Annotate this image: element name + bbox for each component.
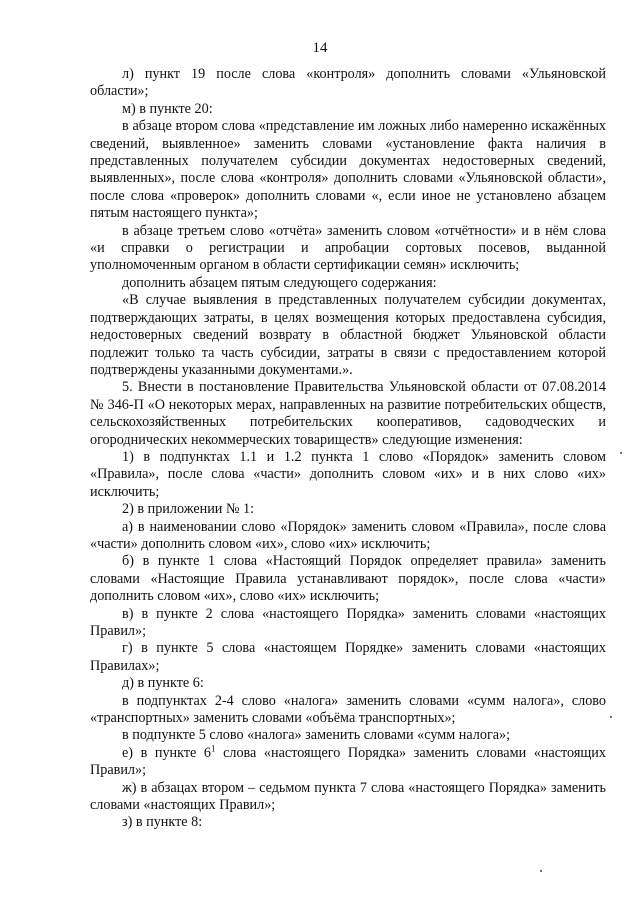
- paragraph-d-sub-2-4: в подпунктах 2-4 слово «налога» заменить словами «сумм налога», слово «транспортных» заменить словами «объёма транспортных»;: [90, 692, 606, 727]
- paragraph-g: г) в пункте 5 слова «настоящем Порядке» заменить словами «настоящих Правилах»;: [90, 640, 606, 674]
- paragraph-quote: «В случае выявления в представленных получателем субсидии документах, подтверждающих затраты, в целях возмещения которых предоставлена субсидия, недостоверных сведений возврату в областной бюджет Ульяновской области подлежит только та часть субсидии, затраты в связи с предоставлением которой подтверждены указанными документами.».: [90, 292, 606, 378]
- paragraph-m-third: в абзаце третьем слово «отчёта» заменить словом «отчётности» и в нём слова «и справки о регистрации и апробации сортовых посевов, выданной уполномоченным органом в области сертификации семян» исключить;: [90, 222, 606, 274]
- scan-speck: [540, 870, 542, 872]
- paragraph-b: б) в пункте 1 слова «Настоящий Порядок определяет правила» заменить словами «Настоящие Правила устанавливают порядок», после слова «части» дополнить словом «их», слово «их» исключить;: [90, 553, 606, 605]
- paragraph-e-start: е) в пункте 6: [122, 744, 211, 761]
- paragraph-a: а) в наименовании слово «Порядок» заменить словом «Правила», после слова «части» дополнить словом «их», слово «их» исключить;: [90, 518, 606, 552]
- superscript: 1: [211, 743, 216, 754]
- paragraph-l: л) пункт 19 после слова «контроля» дополнить словами «Ульяновской области»;: [90, 66, 606, 100]
- paragraph-m: м) в пункте 20:: [122, 100, 213, 117]
- paragraph-m-add: дополнить абзацем пятым следующего содержания:: [122, 274, 437, 291]
- paragraph-m-second: в абзаце втором слова «представление им ложных либо намеренно искажённых сведений, выявленное» заменить словами «установление факта наличия в представленных получателем субсидии документах недостоверных сведений, выявленных», после слова «контроля» дополнить словами «Ульяновской области», после слова «проверок» дополнить словами «, если иное не установлено абзацем пятым настоящего пункта»;: [90, 118, 606, 222]
- page-number: 14: [312, 40, 328, 56]
- paragraph-item-2: 2) в приложении № 1:: [122, 501, 255, 518]
- paragraph-z: з) в пункте 8:: [122, 814, 203, 831]
- paragraph-d: д) в пункте 6:: [122, 675, 204, 692]
- paragraph-v: в) в пункте 2 слова «настоящего Порядка» заменить словами «настоящих Правил»;: [90, 605, 606, 639]
- paragraph-e-end: слова «настоящего Порядка» заменить словами «настоящих Правил»;: [90, 744, 606, 779]
- paragraph-item-1: 1) в подпунктах 1.1 и 1.2 пункта 1 слово «Порядок» заменить словом «Правила», после слова «части» дополнить словом «их» и в них слово «их» исключить;: [90, 448, 606, 500]
- paragraph-item-5: 5. Внести в постановление Правительства Ульяновской области от 07.08.2014 № 346-П «О некоторых мерах, направленных на развитие потребительских обществ, сельскохозяйственных потребительских кооперативов, садоводческих и огороднических некоммерческих товариществ» следующие изменения:: [90, 379, 606, 448]
- paragraph-d-sub-5: в подпункте 5 слово «налога» заменить словами «сумм налога»;: [122, 727, 511, 744]
- paragraph-e: [90, 745, 606, 780]
- scan-speck: [620, 452, 622, 454]
- scan-speck: [610, 716, 612, 718]
- document-body: [90, 66, 606, 832]
- paragraph-zh: ж) в абзацах втором – седьмом пункта 7 слова «настоящего Порядка» заменить словами «настоящих Правил»;: [90, 779, 606, 814]
